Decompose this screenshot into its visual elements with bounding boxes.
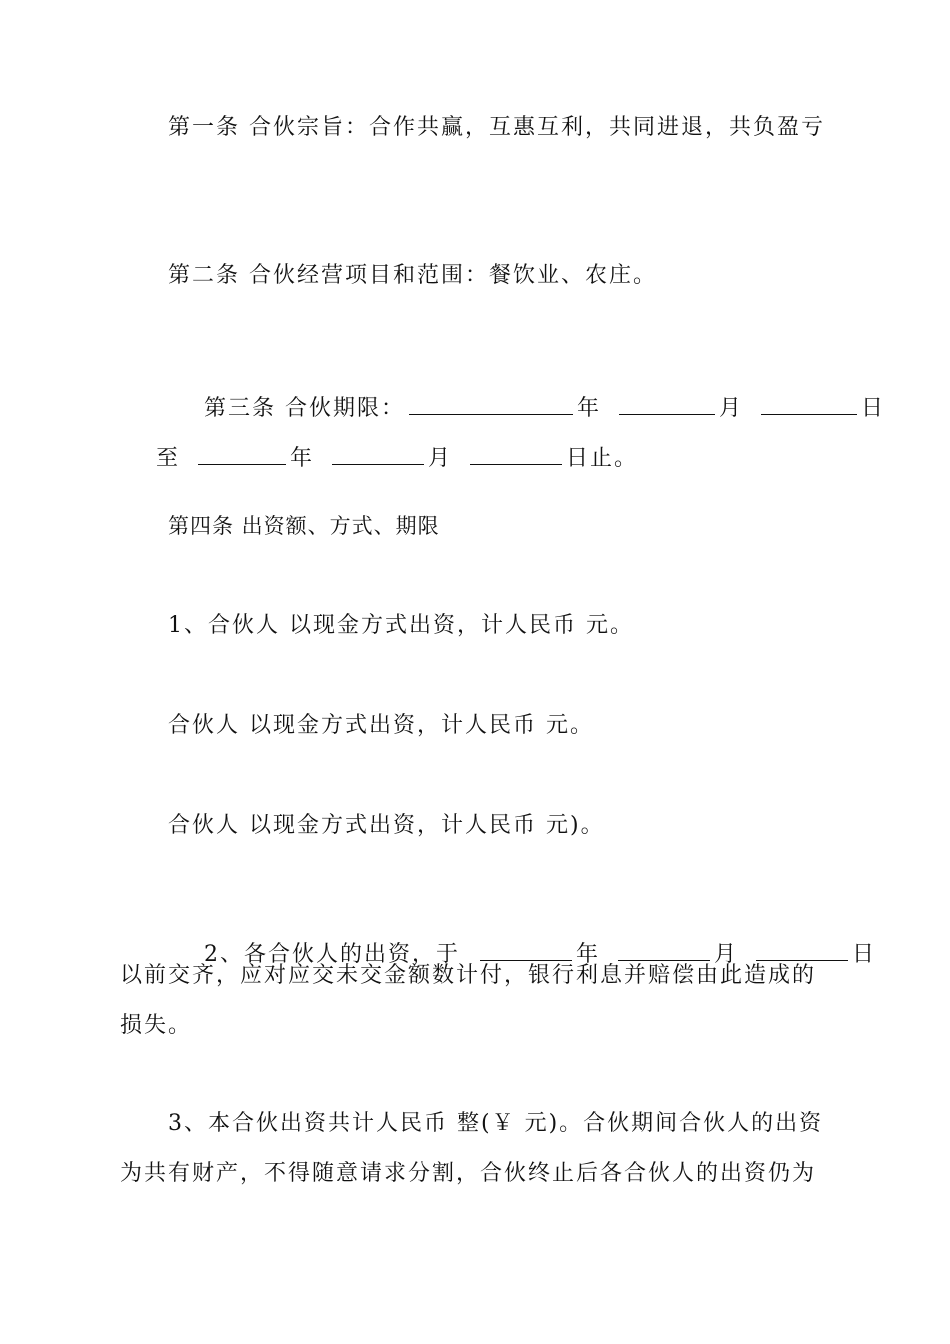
blank-end-month (332, 442, 424, 465)
article-4-item-1c: 合伙人 以现金方式出资，计人民币 元)。 (168, 813, 605, 838)
year-label: 年 (576, 396, 601, 421)
article-4-item-2-line-3: 损失。 (120, 1013, 193, 1038)
article-4-item-3-line-1: 3、本合伙出资共计人民币 整(￥ 元)。合伙期间合伙人的出资 (168, 1111, 824, 1136)
end-label: 日止。 (566, 446, 639, 471)
article-2: 第二条 合伙经营项目和范围：餐饮业、农庄。 (168, 263, 657, 288)
year-label: 年 (575, 942, 600, 967)
blank-pay-day (756, 938, 848, 961)
article-4-title: 第四条 出资额、方式、期限 (168, 514, 440, 538)
article-1: 第一条 合伙宗旨：合作共赢，互惠互利，共同进退，共负盈亏 (168, 115, 825, 140)
blank-end-day (470, 442, 562, 465)
blank-start-month (619, 392, 715, 415)
day-label: 日 (852, 942, 877, 967)
day-label: 日 (861, 396, 886, 421)
blank-start-day (761, 392, 857, 415)
article-3-line-2 (120, 414, 638, 501)
year-label: 年 (290, 446, 315, 471)
blank-pay-month (618, 938, 710, 961)
article-4-item-1b: 合伙人 以现金方式出资，计人民币 元。 (168, 713, 594, 738)
blank-end-year (198, 442, 286, 465)
item-2-prefix: 2、各合伙人的出资，于 (203, 942, 460, 967)
article-3-label: 第三条 合伙期限： (203, 396, 405, 421)
blank-pay-year (480, 938, 572, 961)
article-4-item-1: 1、合伙人 以现金方式出资，计人民币 元。 (168, 613, 634, 638)
month-label: 月 (714, 942, 739, 967)
article-4-item-2-line-2: 以前交齐，应对应交未交金额数计付，银行利息并赔偿由此造成的 (120, 963, 817, 988)
blank-start-year (409, 392, 573, 415)
month-label: 月 (428, 446, 453, 471)
article-4-item-3-line-2: 为共有财产，不得随意请求分割，合伙终止后各合伙人的出资仍为 (120, 1161, 817, 1186)
to-label: 至 (155, 446, 180, 471)
month-label: 月 (719, 396, 744, 421)
